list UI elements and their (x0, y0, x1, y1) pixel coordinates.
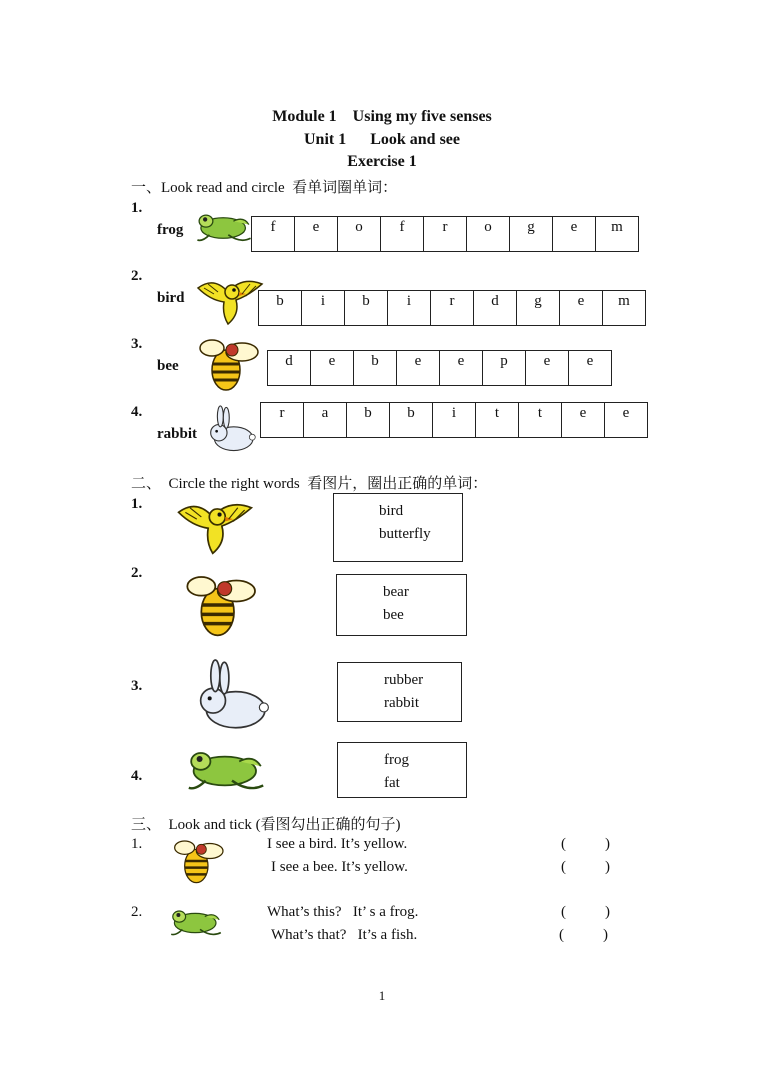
module-title: Module 1 Using my five senses (272, 108, 492, 125)
letter-grid-bee (267, 350, 612, 386)
letter-cell[interactable]: r (261, 403, 304, 438)
letter-cell[interactable]: b (347, 403, 390, 438)
letter-cell[interactable]: o (338, 217, 381, 252)
letter-cell[interactable]: m (603, 291, 646, 326)
bird-icon (174, 496, 256, 556)
letter-cell[interactable]: i (302, 291, 345, 326)
letter-cell[interactable]: e (440, 351, 483, 386)
frog-icon (194, 206, 254, 250)
bee-icon (182, 570, 258, 640)
letter-cell[interactable]: f (381, 217, 424, 252)
paren-close: ) (605, 904, 610, 920)
letter-grid-frog (251, 216, 639, 252)
letter-cell[interactable]: i (433, 403, 476, 438)
paren-open: ( (561, 836, 566, 852)
tick-box[interactable] (561, 859, 610, 876)
letter-cell[interactable]: o (467, 217, 510, 252)
letter-cell[interactable]: e (560, 291, 603, 326)
letter-cell[interactable]: i (388, 291, 431, 326)
sentence-option[interactable]: What’s that? It’s a fish. (271, 927, 418, 943)
part1-word: frog (157, 222, 184, 238)
choice-option[interactable]: frog (384, 752, 409, 768)
part1-item-number: 2. (131, 268, 143, 284)
letter-cell[interactable]: f (252, 217, 295, 252)
letter-cell[interactable]: e (526, 351, 569, 386)
part1-word: rabbit (157, 426, 198, 442)
exercise-title: Exercise 1 (347, 153, 417, 170)
letter-cell[interactable]: a (304, 403, 347, 438)
unit-title: Unit 1 Look and see (303, 131, 461, 148)
part2-item-number: 3. (131, 678, 143, 694)
letter-cell[interactable]: b (345, 291, 388, 326)
part1-item-number: 1. (131, 200, 143, 216)
choice-option[interactable]: butterfly (379, 526, 431, 542)
choice-box (336, 574, 467, 636)
part1-word: bird (157, 290, 185, 306)
choice-option[interactable]: rubber (384, 672, 424, 688)
paren-close: ) (603, 927, 608, 943)
part2-item-number: 2. (131, 565, 143, 581)
letter-cell[interactable]: b (354, 351, 397, 386)
letter-cell[interactable]: m (596, 217, 639, 252)
letter-cell[interactable]: e (562, 403, 605, 438)
choice-box (337, 742, 467, 798)
part3-item-number: 2. (131, 904, 143, 920)
letter-grid-bird (258, 290, 646, 326)
rabbit-icon (204, 404, 256, 454)
part3-heading: 三、 Look and tick (看图勾出正确的句子) (131, 817, 401, 833)
bee-icon (170, 836, 226, 886)
paren-open: ( (561, 859, 566, 875)
choice-option[interactable]: fat (384, 775, 400, 791)
tick-box[interactable] (561, 836, 610, 853)
letter-cell[interactable]: d (474, 291, 517, 326)
letter-cell[interactable]: e (569, 351, 612, 386)
letter-cell[interactable]: r (431, 291, 474, 326)
part2-item-number: 1. (131, 496, 143, 512)
part1-item-number: 3. (131, 336, 143, 352)
choice-option[interactable]: bird (379, 503, 404, 519)
letter-cell[interactable]: t (476, 403, 519, 438)
letter-cell[interactable]: b (259, 291, 302, 326)
letter-cell[interactable]: b (390, 403, 433, 438)
letter-cell[interactable]: g (510, 217, 553, 252)
bee-icon (196, 334, 260, 394)
sentence-option[interactable]: I see a bee. It’s yellow. (271, 859, 408, 875)
page-number: 1 (378, 988, 386, 1003)
letter-cell[interactable]: e (553, 217, 596, 252)
sentence-option[interactable]: What’s this? It’ s a frog. (267, 904, 419, 920)
letter-grid-rabbit (260, 402, 648, 438)
frog-icon (184, 742, 268, 800)
bird-icon (194, 274, 266, 326)
paren-close: ) (605, 836, 610, 852)
choice-option[interactable]: bear (383, 584, 409, 600)
paren-close: ) (605, 859, 610, 875)
part2-item-number: 4. (131, 768, 143, 784)
sentence-option[interactable]: I see a bird. It’s yellow. (267, 836, 408, 852)
letter-cell[interactable]: r (424, 217, 467, 252)
part2-heading: 二、 Circle the right words 看图片，圈出正确的单词： (131, 476, 488, 492)
part1-word: bee (157, 358, 179, 374)
letter-cell[interactable]: t (519, 403, 562, 438)
paren-open: ( (561, 904, 566, 920)
part1-heading: 一、Look read and circle 看单词圈单词： (131, 180, 398, 196)
frog-icon (168, 904, 224, 942)
letter-cell[interactable]: e (311, 351, 354, 386)
letter-cell[interactable]: p (483, 351, 526, 386)
letter-cell[interactable]: e (397, 351, 440, 386)
choice-option[interactable]: rabbit (384, 695, 419, 711)
rabbit-icon (188, 660, 272, 730)
choice-box (333, 493, 463, 562)
letter-cell[interactable]: d (268, 351, 311, 386)
part3-item-number: 1. (131, 836, 143, 852)
choice-box (337, 662, 462, 722)
part1-item-number: 4. (131, 404, 143, 420)
letter-cell[interactable]: g (517, 291, 560, 326)
letter-cell[interactable]: e (605, 403, 648, 438)
paren-open: ( (559, 927, 564, 943)
tick-box[interactable] (561, 904, 610, 921)
letter-cell[interactable]: e (295, 217, 338, 252)
tick-box[interactable] (559, 927, 608, 944)
choice-option[interactable]: bee (383, 607, 404, 623)
